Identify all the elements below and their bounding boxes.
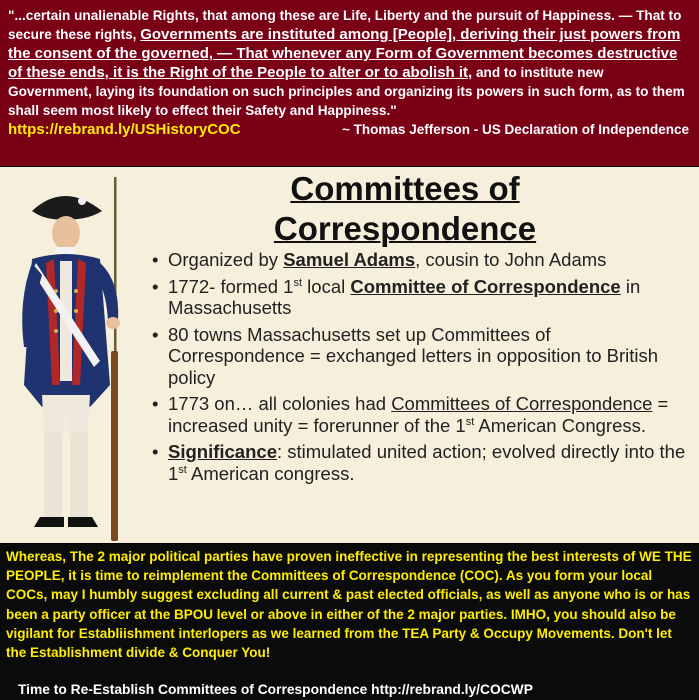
slide-title-line-2: Correspondence — [273, 210, 537, 247]
quote-banner — [0, 0, 699, 166]
source-attribution: ~ Thomas Jefferson - US Declaration of Independence — [342, 122, 689, 137]
bullet-1773: • 1773 on… all colonies had Committees of Correspondence = increased unity = forerunner of the 1st American Congress. — [150, 393, 690, 436]
footer-link-line[interactable]: Time to Re-Establish Committees of Correspondence http://rebrand.ly/COCWP — [18, 682, 533, 697]
whereas-paragraph: Whereas, The 2 major political parties have proven ineffective in representing the best interests of WE THE PEOPLE, it is time to reimplement the Committees of Correspondence (COC). As you form your local COCs, may I humbly suggest excluding all current & past elected officials, as well as anyone who is or has been a party officer at the BPOU level or above in either of the 2 major parties. IMHO, you should also be vigilant for Establiishment interlopers as we learned from the TEA Party & Occupy Movements. Don't let the Establishment divide & Conquer You! — [6, 549, 692, 661]
call-to-action-panel — [0, 544, 699, 700]
slide-title — [150, 169, 660, 249]
slide-title-line-1: Committees of — [290, 170, 520, 207]
slide-bullet-list — [150, 249, 690, 489]
source-line — [8, 121, 691, 141]
quote-underlined-part: Governments are instituted among [People], deriving their just powers from the consent of the governed, — That whenever any Form of Government becomes destructive of these ends, it is the Right of the People to alter or to abolish it, — [8, 26, 681, 81]
bullet-significance: • Significance: stimulated united action; evolved directly into the 1st American congress. — [150, 441, 690, 484]
source-link[interactable]: https://rebrand.ly/USHistoryCOC — [8, 121, 241, 138]
declaration-quote — [8, 6, 691, 120]
quote-part-1: "...certain unalienable Rights, that among these are Life, Liberty and the pursuit of Happiness. — That to secure these rights, — [8, 8, 682, 42]
bullet-1772: • 1772- formed 1st local Committee of Correspondence in Massachusetts — [150, 276, 690, 319]
continental-soldier-illustration — [2, 171, 142, 543]
bullet-80-towns: • 80 towns Massachusetts set up Committees of Correspondence = exchanged letters in opposition to British policy — [150, 324, 690, 389]
quote-part-3: and to institute new Government, laying its foundation on such principles and organizing its powers in such form, as to them shall seem most likely to effect their Safety and Happiness." — [8, 65, 685, 118]
samuel-adams-name: Samuel Adams — [283, 249, 416, 270]
bullet-organized-by: • Organized by Samuel Adams, cousin to John Adams — [150, 249, 690, 271]
history-slide — [0, 166, 699, 544]
